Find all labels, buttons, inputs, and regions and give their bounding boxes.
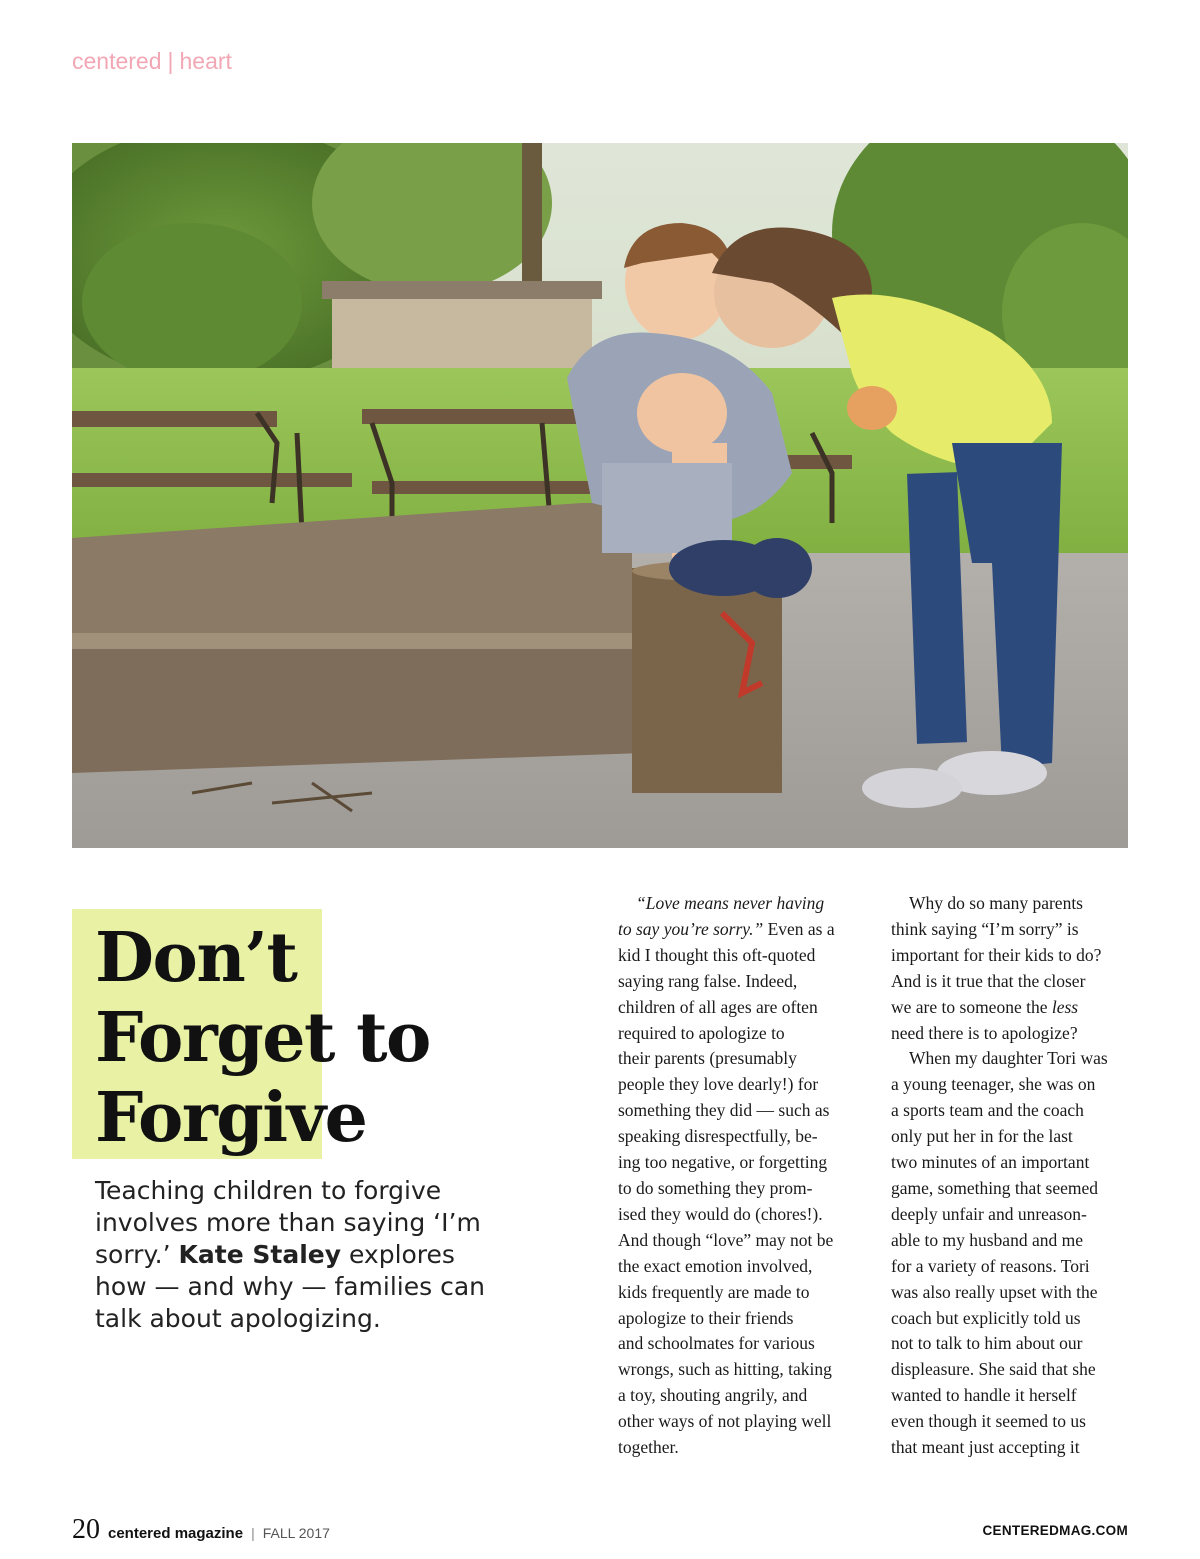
body-line: displeasure. She said that she (891, 1359, 1096, 1380)
body-line: a young teenager, she was on (891, 1074, 1096, 1095)
body-line: other ways of not playing well (618, 1411, 832, 1432)
body-line: even though it seemed to us (891, 1411, 1086, 1432)
photo-children-playground-illustration (72, 143, 1128, 848)
hero-photo (72, 143, 1128, 848)
body-line: to say you’re sorry.” Even as a (618, 918, 835, 939)
deck-intro: Teaching children to forgive involves more than saying ‘I’m sorry.’ (95, 1176, 481, 1269)
footer-left (72, 1514, 330, 1546)
body-line: And is it true that the closer (891, 970, 1086, 991)
website-url[interactable]: CENTEREDMAG.COM (982, 1523, 1128, 1538)
body-line: we are to someone the less (891, 996, 1079, 1017)
body-line: speaking disrespectfully, be- (618, 1126, 818, 1147)
opening-quote: to say you’re sorry.” (618, 918, 764, 939)
body-line: need there is to apologize? (891, 1022, 1078, 1043)
opening-quote: “Love means never having (636, 893, 825, 913)
section-separator: | (167, 48, 174, 74)
body-line: for a variety of reasons. Tori (891, 1255, 1090, 1276)
body-line: saying rang false. Indeed, (618, 970, 798, 991)
body-line: apologize to their friends (618, 1307, 794, 1328)
body-line: wanted to handle it herself (891, 1385, 1077, 1406)
body-line: a sports team and the coach (891, 1100, 1084, 1121)
body-line: wrongs, such as hitting, taking (618, 1359, 832, 1380)
deck-summary (95, 1175, 495, 1335)
body-line: that meant just accepting it (891, 1437, 1080, 1458)
body-column-2 (891, 891, 1141, 1461)
body-line: children of all ages are often (618, 996, 818, 1017)
body-line: two minutes of an important (891, 1152, 1090, 1173)
body-line: kids frequently are made to (618, 1281, 810, 1302)
body-column-1 (618, 891, 868, 1461)
issue-label: FALL 2017 (262, 1525, 330, 1541)
body-line: only put her in for the last (891, 1126, 1073, 1147)
body-line: the exact emotion involved, (618, 1255, 813, 1276)
deck-rest: explores how — and why — families can talk about apologizing. (95, 1240, 486, 1333)
body-line: together. (618, 1437, 679, 1458)
section-label (72, 48, 232, 75)
magazine-name: centered magazine (108, 1525, 244, 1542)
body-line (618, 891, 868, 917)
body-line: and schoolmates for various (618, 1333, 815, 1354)
body-line: ing too negative, or forgetting (618, 1152, 828, 1173)
body-line: kid I thought this oft-quoted (618, 944, 816, 965)
section-name: centered (72, 48, 162, 74)
body-line: their parents (presumably (618, 1048, 797, 1069)
page-number: 20 (72, 1514, 100, 1545)
body-line: game, something that seemed (891, 1177, 1099, 1198)
author-name: Kate Staley (178, 1240, 342, 1269)
body-line: required to apologize to (618, 1022, 785, 1043)
body-line: not to talk to him about our (891, 1333, 1083, 1354)
emphasis-less: less (1051, 996, 1079, 1017)
body-line: Why do so many parents (909, 893, 1083, 913)
headline-line-1: Don’t (95, 918, 297, 998)
body-line: a toy, shouting angrily, and (618, 1385, 808, 1406)
headline (95, 918, 430, 1158)
body-line: able to my husband and me (891, 1229, 1083, 1250)
headline-line-3: Forgive (95, 1078, 367, 1158)
body-line: something they did — such as (618, 1100, 830, 1121)
subsection-name: heart (179, 48, 232, 74)
body-line: people they love dearly!) for (618, 1074, 819, 1095)
body-line: When my daughter Tori was (909, 1048, 1108, 1069)
body-line: coach but explicitly told us (891, 1307, 1081, 1328)
body-line: And though “love” may not be (618, 1229, 834, 1250)
headline-line-2: Forget to (95, 998, 430, 1078)
body-line: deeply unfair and unreason- (891, 1203, 1087, 1224)
body-line: to do something they prom- (618, 1177, 813, 1198)
body-line: was also really upset with the (891, 1281, 1098, 1302)
footer-separator: | (251, 1525, 255, 1541)
body-line: think saying “I’m sorry” is (891, 918, 1079, 939)
body-line: important for their kids to do? (891, 944, 1102, 965)
body-line: ised they would do (chores!). (618, 1203, 823, 1224)
